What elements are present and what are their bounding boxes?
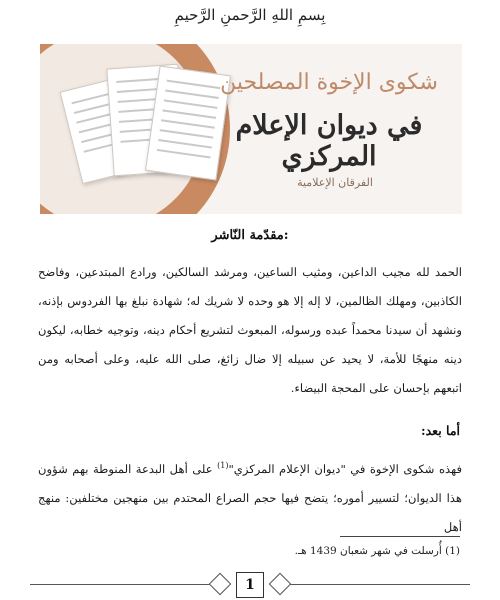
page-number: 1 xyxy=(236,572,264,598)
title-banner xyxy=(40,44,462,214)
footer-rule-left xyxy=(30,584,212,585)
footnote-reference: (1) xyxy=(217,461,229,470)
intro-paragraph: الحمد لله مجيب الداعين، ومثيب الساعين، ومرشد السالكين، ورادع المبتدعين، وفاضح الكاذبين، ومهلك الظالمين، لا إله إلا هو وحده لا شريك له؛ شهادة نبلغ بها الفردوس بإذنه، ونشهد أن سيدنا محمداً عبده ورسوله، المبعوث لتشريع أحكام دينه، وتوجيه خطابه، ليكون دينه منهجًا للأمة، لا يحيد عن سبيله إلا ضال زائغ، صلى الله عليه، وعلى أصحابه ومن اتبعهم بإحسان على المحجة البيضاء. xyxy=(38,265,462,395)
publisher-name: الفرقان الإعلامية xyxy=(297,176,373,189)
ornament-icon xyxy=(269,573,292,596)
amma-baad-heading: أما بعد: xyxy=(420,423,460,438)
section-heading: مقدّمة النّاشر: xyxy=(211,228,289,243)
banner-title-line1: شكوى الإخوة المصلحين xyxy=(220,70,438,95)
page-footer xyxy=(0,570,500,600)
body-paragraph xyxy=(38,451,462,542)
publisher-logo xyxy=(290,176,380,189)
banner-title-line2: في ديوان الإعلام المركزي xyxy=(235,110,423,172)
paragraph-text-end: على أهل البدعة المنوطة بهم شؤون هذا الديوان؛ لتسيير أموره؛ يتضح فيها حجم الصراع المحتدم بين منهجين مختلفين: منهج أهل xyxy=(38,461,462,534)
basmala-header: بِسمِ اللهِ الرَّحمنِ الرَّحيمِ xyxy=(174,6,326,24)
footnote-divider xyxy=(340,536,460,537)
ornament-icon xyxy=(209,573,232,596)
footnote: (1) أُرسلت في شهر شعبان 1439 هـ. xyxy=(294,545,460,557)
footer-rule-right xyxy=(288,584,470,585)
paragraph-text-start: فهذه شكوى الإخوة في "ديوان الإعلام المركزي" xyxy=(228,461,462,476)
